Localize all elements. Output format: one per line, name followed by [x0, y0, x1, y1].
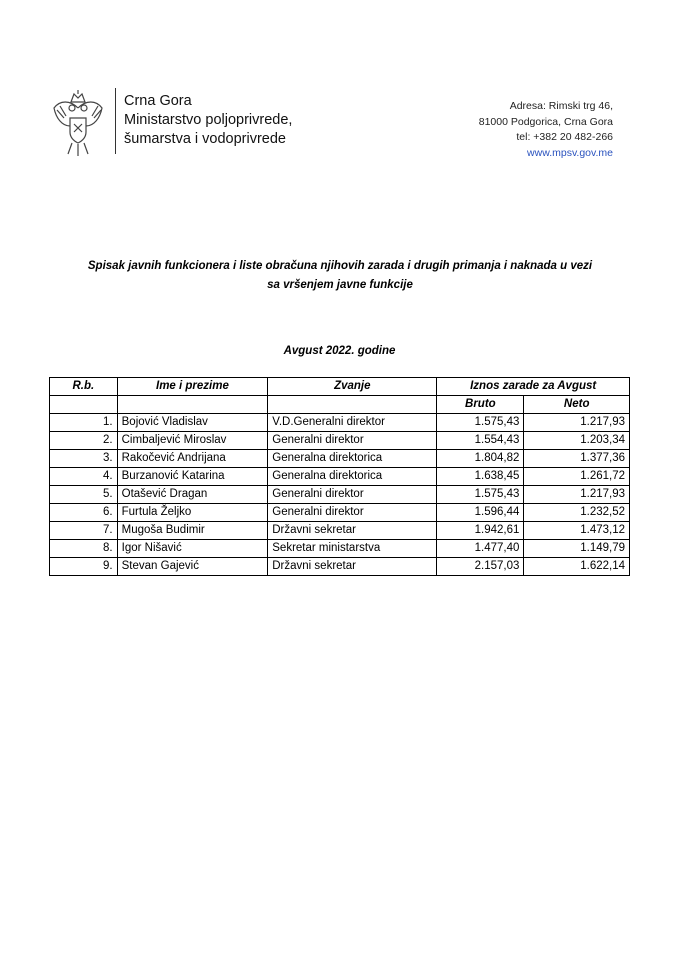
cell-bruto: 1.638,45	[437, 468, 524, 486]
address-street: Adresa: Rimski trg 46,	[509, 100, 613, 112]
cell-neto: 1.217,93	[524, 486, 630, 504]
phone-number: tel: +382 20 482-266	[516, 131, 613, 143]
cell-name: Burzanović Katarina	[117, 468, 268, 486]
cell-name: Igor Nišavić	[117, 540, 268, 558]
cell-bruto: 1.804,82	[437, 450, 524, 468]
table-row	[50, 468, 630, 486]
cell-rb: 5.	[50, 486, 118, 504]
cell-title: Državni sekretar	[268, 558, 437, 576]
cell-rb: 9.	[50, 558, 118, 576]
ministry-line-2: šumarstva i vodoprivrede	[124, 131, 286, 147]
contact-block	[479, 99, 613, 161]
cell-neto: 1.377,36	[524, 450, 630, 468]
cell-name: Otašević Dragan	[117, 486, 268, 504]
address-city: 81000 Podgorica, Crna Gora	[478, 115, 613, 128]
table-row	[50, 486, 630, 504]
cell-bruto: 1.575,43	[437, 486, 524, 504]
report-period: Avgust 2022. godine	[283, 345, 396, 357]
cell-title: Državni sekretar	[268, 522, 437, 540]
coat-of-arms-logo	[52, 88, 104, 158]
header-neto: Neto	[524, 396, 630, 414]
table-row	[50, 450, 630, 468]
table-subheader-row	[50, 396, 630, 414]
cell-neto: 1.232,52	[524, 504, 630, 522]
cell-name: Rakočević Andrijana	[117, 450, 268, 468]
table-row	[50, 540, 630, 558]
cell-title: Sekretar ministarstva	[268, 540, 437, 558]
cell-rb: 2.	[50, 432, 118, 450]
cell-title: Generalni direktor	[268, 486, 437, 504]
header-bruto: Bruto	[437, 396, 524, 414]
cell-bruto: 1.477,40	[437, 540, 524, 558]
cell-name: Mugoša Budimir	[117, 522, 268, 540]
cell-title: Generalni direktor	[268, 432, 437, 450]
cell-title: Generalna direktorica	[268, 468, 437, 486]
cell-neto: 1.149,79	[524, 540, 630, 558]
subheader-empty	[117, 396, 268, 414]
cell-title: Generalni direktor	[268, 504, 437, 522]
cell-title: Generalna direktorica	[268, 450, 437, 468]
cell-neto: 1.622,14	[524, 558, 630, 576]
cell-rb: 7.	[50, 522, 118, 540]
subheader-empty	[268, 396, 437, 414]
document-title	[40, 257, 640, 295]
cell-bruto: 1.554,43	[437, 432, 524, 450]
header-title: Zvanje	[268, 378, 437, 396]
cell-name: Cimbaljević Miroslav	[117, 432, 268, 450]
website-link[interactable]: www.mpsv.gov.me	[527, 146, 613, 159]
cell-rb: 1.	[50, 414, 118, 432]
salary-table	[49, 377, 630, 576]
country-name: Crna Gora	[124, 93, 192, 109]
cell-neto: 1.217,93	[524, 414, 630, 432]
cell-name: Furtula Željko	[117, 504, 268, 522]
table-row	[50, 558, 630, 576]
table-row	[50, 414, 630, 432]
cell-rb: 8.	[50, 540, 118, 558]
cell-bruto: 2.157,03	[437, 558, 524, 576]
cell-bruto: 1.575,43	[437, 414, 524, 432]
document-title-line-2: sa vršenjem javne funkcije	[267, 279, 413, 291]
cell-title: V.D.Generalni direktor	[268, 414, 437, 432]
cell-rb: 3.	[50, 450, 118, 468]
ministry-line-1: Ministarstvo poljoprivrede,	[124, 112, 293, 128]
document-title-line-1: Spisak javnih funkcionera i liste obračuna njihovih zarada i drugih primanja i naknada u vezi	[87, 260, 593, 272]
subheader-empty	[50, 396, 118, 414]
cell-neto: 1.203,34	[524, 432, 630, 450]
cell-neto: 1.473,12	[524, 522, 630, 540]
table-header-row	[50, 378, 630, 396]
table-row	[50, 432, 630, 450]
header-rb: R.b.	[50, 378, 118, 396]
cell-bruto: 1.942,61	[437, 522, 524, 540]
cell-neto: 1.261,72	[524, 468, 630, 486]
cell-bruto: 1.596,44	[437, 504, 524, 522]
cell-name: Stevan Gajević	[117, 558, 268, 576]
table-row	[50, 504, 630, 522]
cell-rb: 6.	[50, 504, 118, 522]
header-divider	[115, 88, 116, 154]
cell-rb: 4.	[50, 468, 118, 486]
header-name: Ime i prezime	[117, 378, 268, 396]
table-row	[50, 522, 630, 540]
header-amount-group: Iznos zarade za Avgust	[437, 378, 630, 396]
ministry-name	[124, 92, 292, 149]
cell-name: Bojović Vladislav	[117, 414, 268, 432]
